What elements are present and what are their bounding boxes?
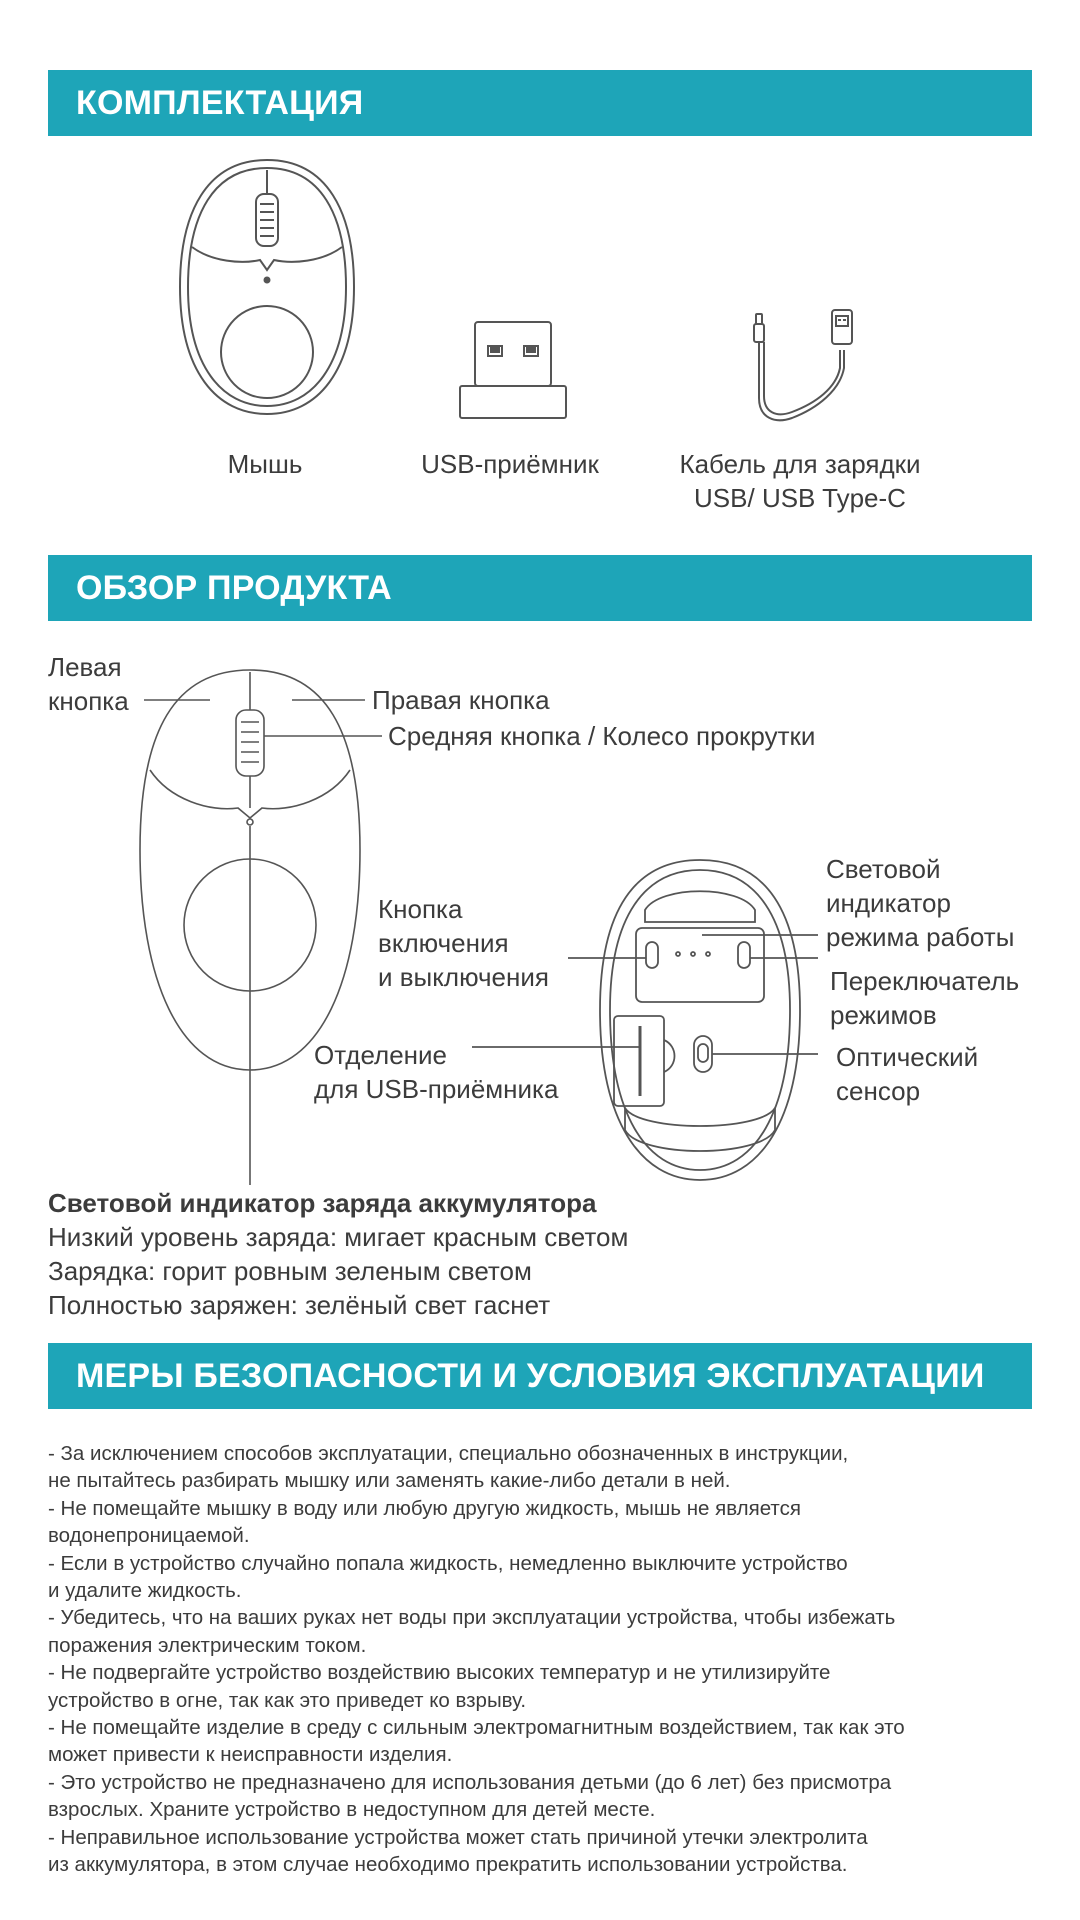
section-title: ОБЗОР ПРОДУКТА	[76, 568, 392, 607]
mode-switch-label-line1: Переключатель	[830, 966, 1020, 996]
safety-line: может привести к неисправности изделия.	[48, 1743, 453, 1767]
section-header-overview	[48, 555, 1032, 621]
section-title: КОМПЛЕКТАЦИЯ	[76, 83, 364, 122]
safety-line: поражения электрическим током.	[48, 1633, 367, 1657]
battery-low: Низкий уровень заряда: мигает красным светом	[48, 1222, 629, 1252]
section-title: МЕРЫ БЕЗОПАСНОСТИ И УСЛОВИЯ ЭКСПЛУАТАЦИИ	[76, 1356, 985, 1395]
power-label-line2: включения	[378, 928, 509, 958]
safety-line: не пытайтесь разбирать мышку или заменять какие-либо детали в ней.	[48, 1469, 731, 1493]
receiver-label: USB-приёмник	[421, 449, 599, 479]
cable-label-line1: Кабель для зарядки	[679, 449, 921, 479]
battery-title: Световой индикатор заряда аккумулятора	[48, 1188, 597, 1218]
mode-led-label-line1: Световой	[826, 854, 941, 884]
mouse-top-icon	[172, 152, 362, 422]
safety-line: взрослых. Храните устройство в недоступном для детей месте.	[48, 1798, 656, 1822]
safety-line: устройство в огне, так как это приведет ко взрыву.	[48, 1688, 527, 1712]
safety-line: - Убедитесь, что на ваших руках нет воды при эксплуатации устройства, чтобы избежать	[48, 1606, 896, 1630]
right-button-label: Правая кнопка	[372, 685, 550, 715]
battery-full: Полностью заряжен: зелёный свет гаснет	[48, 1290, 551, 1320]
mode-led-label-line3: режима работы	[826, 922, 1015, 952]
battery-info	[48, 1186, 628, 1322]
safety-line: - Если в устройство случайно попала жидкость, немедленно выключите устройство	[48, 1551, 848, 1575]
mode-switch-label-line2: режимов	[830, 1000, 937, 1030]
usb-cable-icon	[740, 308, 870, 428]
safety-line: из аккумулятора, в этом случае необходимо прекратить использовании устройства.	[48, 1853, 848, 1877]
compartment-label-line1: Отделение	[314, 1040, 448, 1070]
cable-label-line2: USB/ USB Type-C	[694, 483, 906, 513]
safety-line: - Не помещайте мышку в воду или любую другую жидкость, мышь не является	[48, 1496, 801, 1520]
power-label-line3: и выключения	[378, 962, 549, 992]
left-button-label-line1: Левая	[48, 652, 122, 682]
compartment-label-line2: для USB-приёмника	[314, 1074, 559, 1104]
section-header-contents	[48, 70, 1032, 136]
safety-line: водонепроницаемой.	[48, 1524, 250, 1548]
safety-line: - Неправильное использование устройства может стать причиной утечки электролита	[48, 1825, 868, 1849]
section-header-safety	[48, 1343, 1032, 1409]
mouse-label: Мышь	[227, 449, 303, 479]
safety-line: - Это устройство не предназначено для использования детьми (до 6 лет) без присмотра	[48, 1770, 892, 1794]
power-label-line1: Кнопка	[378, 894, 463, 924]
safety-text	[48, 1440, 1038, 1879]
battery-charging: Зарядка: горит ровным зеленым светом	[48, 1256, 532, 1286]
safety-line: - За исключением способов эксплуатации, специально обозначенных в инструкции,	[48, 1442, 849, 1465]
safety-line: и удалите жидкость.	[48, 1579, 242, 1603]
mode-led-label-line2: индикатор	[826, 888, 951, 918]
sensor-label-line1: Оптический	[836, 1042, 979, 1072]
safety-line: - Не подвергайте устройство воздействию высоких температур и не утилизируйте	[48, 1661, 831, 1685]
usb-receiver-icon	[458, 320, 568, 420]
safety-line: - Не помещайте изделие в среду с сильным электромагнитным воздействием, так как это	[48, 1716, 905, 1740]
left-button-label-line2: кнопка	[48, 686, 129, 716]
middle-button-label: Средняя кнопка / Колесо прокрутки	[388, 721, 816, 751]
sensor-label-line2: сенсор	[836, 1076, 921, 1106]
